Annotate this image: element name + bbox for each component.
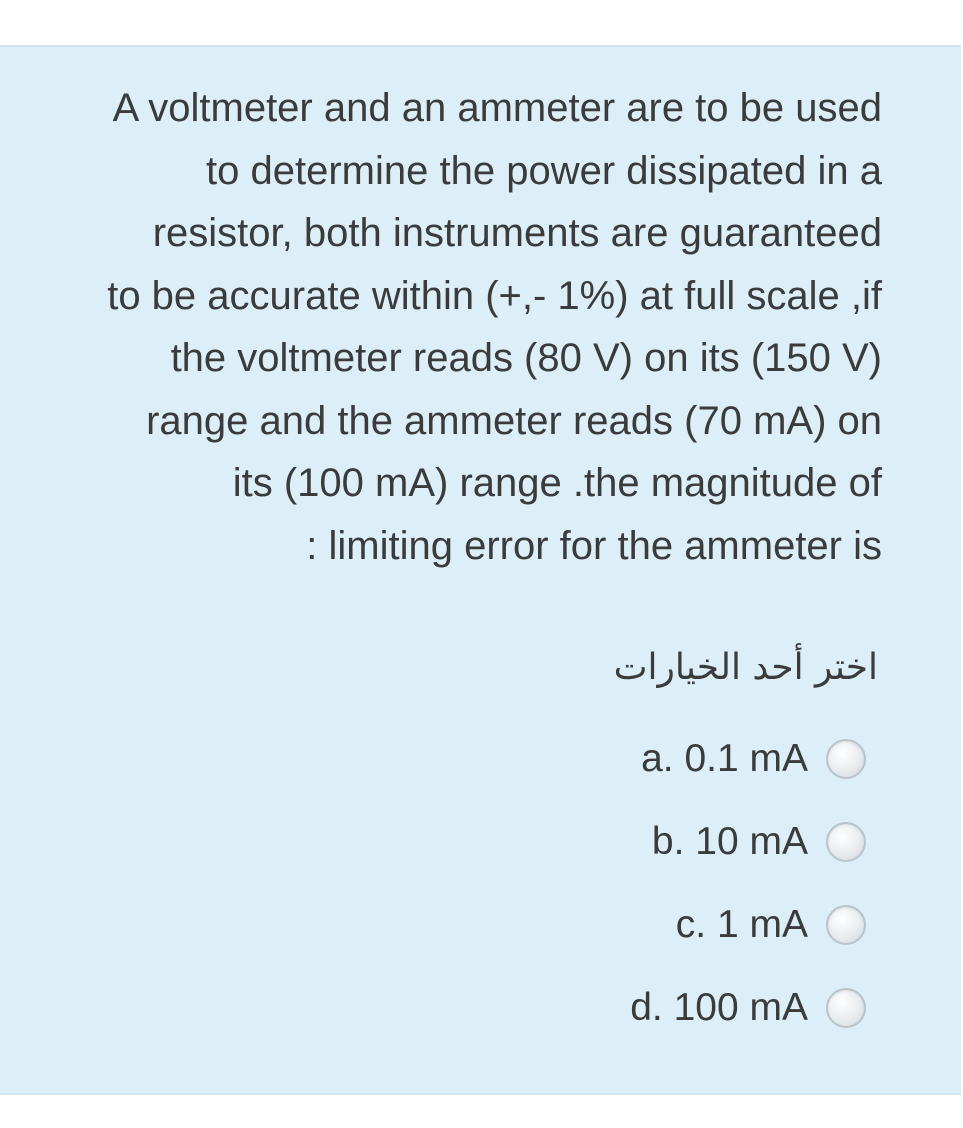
question-text <box>30 77 882 577</box>
question-card <box>0 45 961 1095</box>
question-line: range and the ammeter reads (70 mA) on <box>146 398 882 443</box>
answer-option-c[interactable] <box>630 883 866 966</box>
question-line: to determine the power dissipated in a <box>206 148 882 193</box>
answer-label[interactable]: a. 0.1 mA <box>641 736 808 780</box>
answer-option-d[interactable] <box>630 966 866 1049</box>
radio-button[interactable] <box>826 905 866 945</box>
question-line: resistor, both instruments are guaranteed <box>152 211 882 255</box>
question-line: to be accurate within (+,- 1%) at full scale ,if <box>107 273 882 318</box>
radio-button[interactable] <box>826 822 866 862</box>
question-line: A voltmeter and an ammeter are to be used <box>112 86 882 130</box>
answer-option-b[interactable] <box>630 800 866 883</box>
answer-label[interactable]: d. 100 mA <box>630 985 808 1029</box>
question-line: the voltmeter reads (80 V) on its (150 V) <box>170 336 882 380</box>
answer-label[interactable]: c. 1 mA <box>675 902 808 946</box>
question-line: : limiting error for the ammeter is <box>306 523 882 568</box>
answer-list <box>630 717 866 1049</box>
answer-label[interactable]: b. 10 mA <box>651 819 808 863</box>
radio-button[interactable] <box>826 739 866 779</box>
question-line: its (100 mA) range .the magnitude of <box>232 461 882 505</box>
answer-option-a[interactable] <box>630 717 866 800</box>
radio-button[interactable] <box>826 988 866 1028</box>
choose-option-prompt: اختر أحد الخيارات <box>613 647 878 688</box>
